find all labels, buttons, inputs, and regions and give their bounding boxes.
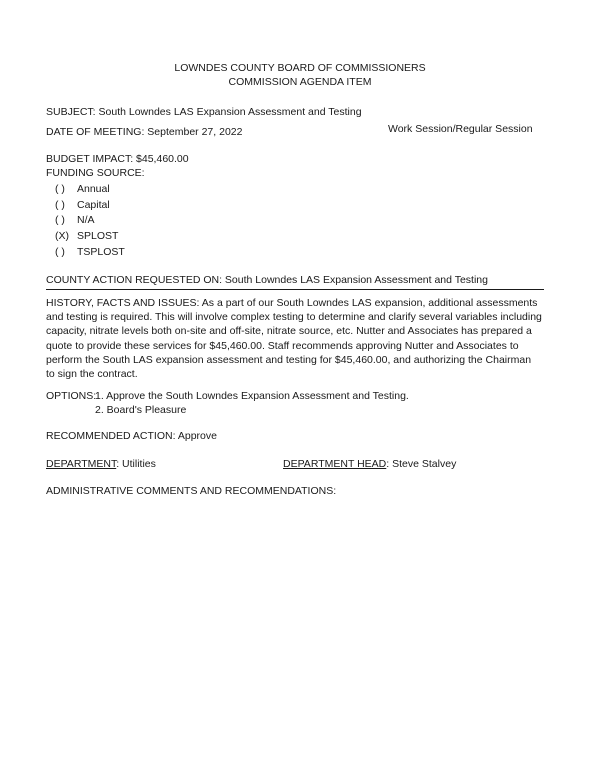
recommended-action: RECOMMENDED ACTION: Approve	[46, 430, 217, 442]
funding-option-label: Capital	[77, 199, 110, 211]
administrative-comments: ADMINISTRATIVE COMMENTS AND RECOMMENDATIONS:	[46, 485, 337, 497]
department-head-label: DEPARTMENT HEAD	[283, 458, 387, 470]
budget-impact: BUDGET IMPACT: $45,460.00	[46, 153, 189, 165]
funding-option-mark: ( )	[55, 199, 65, 211]
funding-option	[55, 246, 125, 258]
session-type: Work Session/Regular Session	[388, 123, 533, 135]
county-action: COUNTY ACTION REQUESTED ON: South Lowndes LAS Expansion Assessment and Testing	[46, 274, 488, 286]
department-head	[283, 458, 456, 470]
subject-line: SUBJECT: South Lowndes LAS Expansion Assessment and Testing	[46, 106, 362, 118]
funding-option-label: TSPLOST	[77, 246, 125, 258]
funding-option	[55, 183, 110, 195]
funding-option-label: SPLOST	[77, 230, 119, 242]
options-label: OPTIONS:	[46, 390, 97, 402]
header-title: LOWNDES COUNTY BOARD OF COMMISSIONERS	[174, 62, 426, 74]
funding-option	[55, 214, 95, 226]
meeting-date: DATE OF MEETING: September 27, 2022	[46, 126, 243, 138]
funding-option-mark: ( )	[55, 246, 65, 258]
header-subtitle: COMMISSION AGENDA ITEM	[228, 76, 372, 88]
funding-option-mark: ( )	[55, 214, 65, 226]
department-head-value: : Steve Stalvey	[386, 458, 457, 470]
history-facts-issues: HISTORY, FACTS AND ISSUES: As a part of our South Lowndes LAS expansion, additional assessments and testing is required. This will involve complex testing to determine and clarify several variables including capacity, nitrate levels both on-site and off-site, nitrate source, etc. Nutter and Associates has prepared a quote to provide these services for $45,460.00. Staff recommends approving Nutter and Associates to perform the South LAS expansion assessment and testing for $45,460.00, and authorizing the Chairman to sign the contract.	[46, 297, 542, 381]
funding-option	[55, 230, 118, 242]
funding-option	[55, 199, 110, 211]
section-divider	[46, 289, 544, 290]
department	[46, 458, 156, 470]
funding-option-mark: ( )	[55, 183, 65, 195]
option-item-1: 1. Approve the South Lowndes Expansion Assessment and Testing.	[95, 390, 409, 402]
option-item-2: 2. Board's Pleasure	[95, 404, 187, 416]
department-label: DEPARTMENT	[46, 458, 117, 470]
funding-option-label: Annual	[77, 183, 110, 195]
funding-option-mark: (X)	[55, 230, 69, 242]
funding-option-label: N/A	[77, 214, 95, 226]
department-value: : Utilities	[116, 458, 156, 470]
funding-source-label: FUNDING SOURCE:	[46, 167, 145, 179]
